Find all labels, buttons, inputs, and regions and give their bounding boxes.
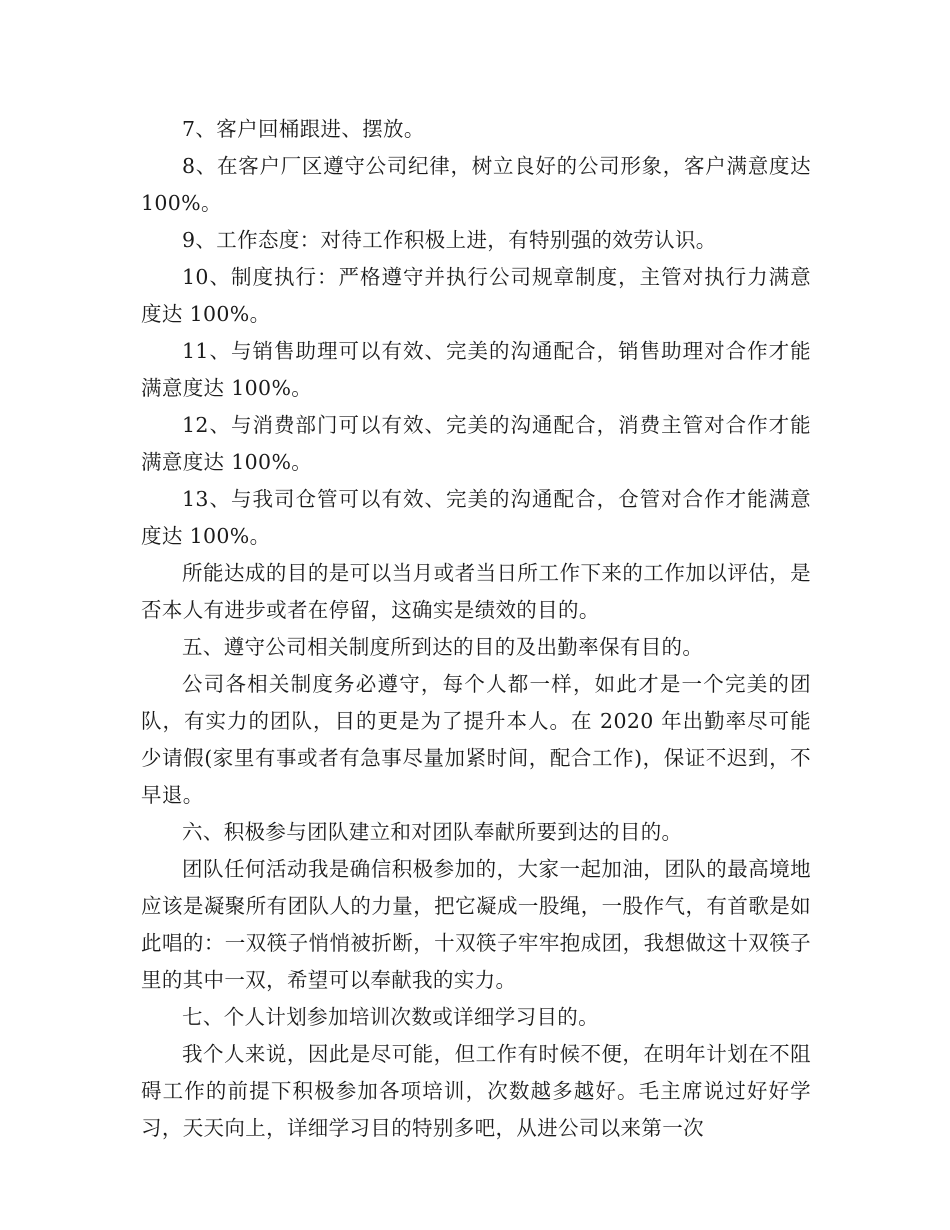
section-heading: 七、个人计划参加培训次数或详细学习目的。 (182, 1005, 599, 1029)
document-body (141, 111, 811, 1147)
paragraph: 7、客户回桶跟进、摆放。 (182, 117, 425, 141)
paragraph: 我个人来说，因此是尽可能，但工作有时候不便，在明年计划在不阻碍工作的前提下积极参加各项培训，次数越多越好。毛主席说过好好学习，天天向上，详细学习目的特别多吧，从进公司以来第一次 (141, 1042, 811, 1140)
paragraph: 12、与消费部门可以有效、完美的沟通配合，消费主管对合作才能满意度达 100%。 (141, 413, 811, 474)
paragraph: 公司各相关制度务必遵守，每个人都一样，如此才是一个完美的团队，有实力的团队，目的更是为了提升本人。在 2020 年出勤率尽可能少请假(家里有事或者有急事尽量加紧时间，配合工作)，保证不迟到，不早退。 (141, 672, 811, 807)
paragraph: 10、制度执行：严格遵守并执行公司规章制度，主管对执行力满意度达 100%。 (141, 265, 811, 326)
paragraph: 8、在客户厂区遵守公司纪律，树立良好的公司形象，客户满意度达 100%。 (141, 154, 811, 215)
section-heading: 六、积极参与团队建立和对团队奉献所要到达的目的。 (182, 820, 683, 844)
section-heading: 五、遵守公司相关制度所到达的目的及出勤率保有目的。 (182, 635, 704, 659)
paragraph: 13、与我司仓管可以有效、完美的沟通配合，仓管对合作才能满意度达 100%。 (141, 487, 811, 548)
paragraph: 团队任何活动我是确信积极参加的，大家一起加油，团队的最高境地应该是凝聚所有团队人的力量，把它凝成一股绳，一股作气，有首歌是如此唱的：一双筷子悄悄被折断，十双筷子牢牢抱成团，我想做这十双筷子里的其中一双，希望可以奉献我的实力。 (141, 857, 811, 992)
paragraph: 9、工作态度：对待工作积极上进，有特别强的效劳认识。 (182, 228, 717, 252)
paragraph: 所能达成的目的是可以当月或者当日所工作下来的工作加以评估，是否本人有进步或者在停留，这确实是绩效的目的。 (141, 561, 811, 622)
paragraph: 11、与销售助理可以有效、完美的沟通配合，销售助理对合作才能满意度达 100%。 (141, 339, 811, 400)
